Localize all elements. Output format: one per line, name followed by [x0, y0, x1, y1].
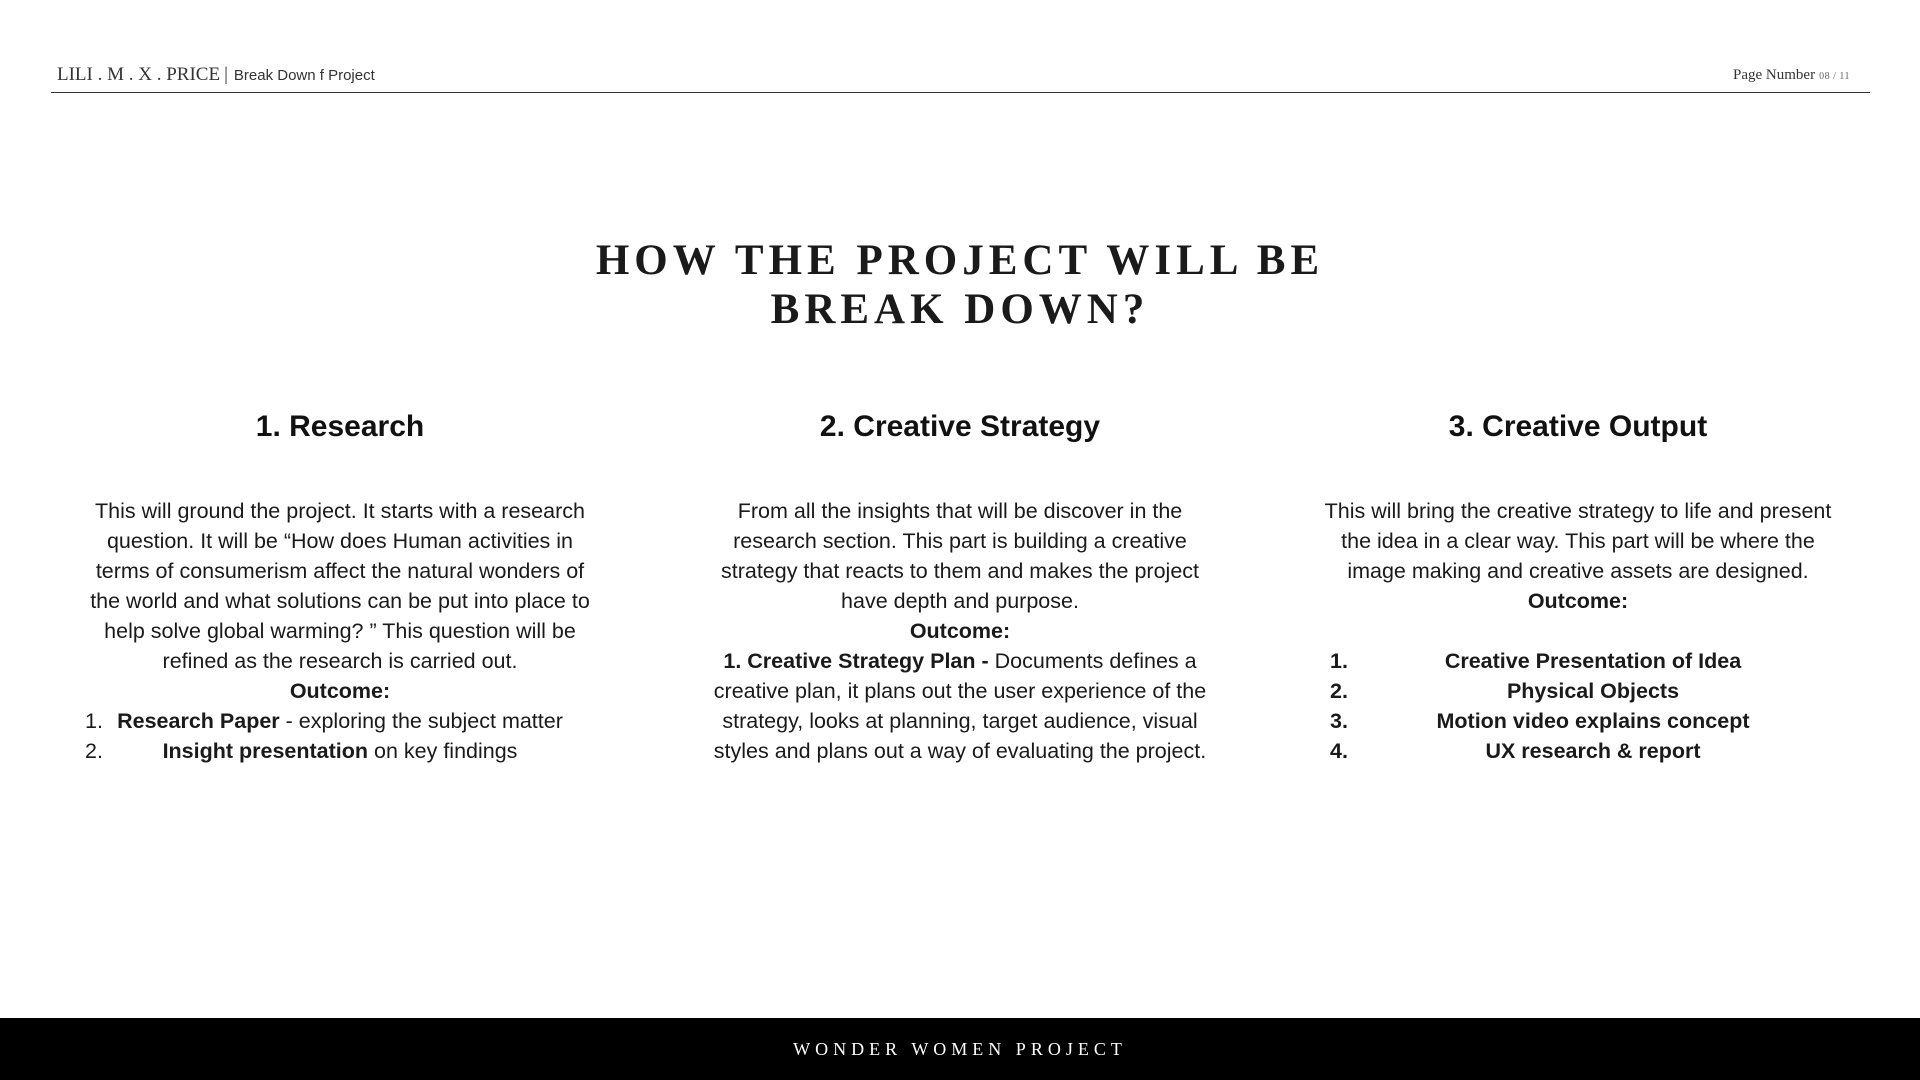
list-number: 3.: [1330, 709, 1348, 733]
page-number: [1733, 67, 1850, 84]
column-paragraph: This will ground the project. It starts with a research question. It will be “How does Human activities in terms of consumerism affect the natural wonders of the world and what solutions can be put into place to help solve global warming? ” This question will be refined as the research is carried out.: [90, 499, 590, 673]
page-footer: [0, 1018, 1920, 1080]
list-item: [1318, 676, 1838, 706]
list-item-text: UX research & report: [1485, 739, 1701, 763]
list-item-text: on key findings: [368, 739, 518, 763]
column-body: [80, 496, 600, 766]
list-number: 1.: [1330, 649, 1348, 673]
footer-label: WONDER WOMEN PROJECT: [793, 1039, 1127, 1059]
strategy-plan-title: 1. Creative Strategy Plan -: [723, 649, 989, 673]
list-item-bold: Research Paper: [117, 709, 280, 733]
column-heading: 3. Creative Output: [1448, 410, 1708, 443]
column-paragraph: This will bring the creative strategy to life and present the idea in a clear way. This part will be where the image making and creative assets are designed.: [1324, 499, 1832, 583]
creative-strategy-column: [700, 407, 1220, 766]
list-number: 2.: [1330, 679, 1348, 703]
brand-separator: |: [224, 64, 228, 85]
list-item-text: - exploring the subject matter: [279, 709, 563, 733]
list-number: 2.: [85, 739, 103, 763]
page-title-line-2: BREAK DOWN?: [770, 286, 1150, 333]
outcome-heading: Outcome:: [909, 619, 1011, 643]
column-body: [1318, 496, 1838, 766]
brand-line: [57, 64, 375, 86]
page-title: [0, 236, 1920, 334]
brand-name: LILI . M . X . PRICE: [57, 64, 221, 85]
list-item: [1318, 736, 1838, 766]
document-subtitle: Break Down f Project: [233, 67, 375, 84]
outcome-heading: Outcome:: [1527, 589, 1629, 613]
column-heading: 2. Creative Strategy: [819, 410, 1101, 443]
outcome-list: [1318, 646, 1838, 766]
list-item-text: Physical Objects: [1506, 679, 1680, 703]
outcome-heading: Outcome:: [289, 679, 391, 703]
outcome-list: [80, 706, 600, 766]
page-number-value: 08 / 11: [1819, 71, 1850, 82]
page-header: [51, 0, 1870, 93]
list-item-text: Motion video explains concept: [1436, 709, 1750, 733]
list-item-text: Creative Presentation of Idea: [1444, 649, 1742, 673]
strategy-plan-item: [700, 646, 1220, 766]
page-number-label: Page Number: [1733, 67, 1816, 83]
page-title-line-1: HOW THE PROJECT WILL BE: [595, 237, 1325, 284]
list-item: [1318, 706, 1838, 736]
list-item: [1318, 646, 1838, 676]
column-heading: 1. Research: [255, 410, 425, 443]
list-item: [80, 706, 600, 736]
research-column: [80, 407, 600, 766]
list-item: [80, 736, 600, 766]
column-paragraph: From all the insights that will be discover in the research section. This part is building a creative strategy that reacts to them and makes the project have depth and purpose.: [720, 499, 1200, 613]
strategy-plan-text: Documents defines a creative plan, it plans out the user experience of the strategy, looks at planning, target audience, visual styles and plans out a way of evaluating the project.: [713, 649, 1207, 763]
list-number: 1.: [85, 709, 103, 733]
list-item-bold: Insight presentation: [162, 739, 369, 763]
list-number: 4.: [1330, 739, 1348, 763]
creative-output-column: [1318, 407, 1838, 766]
column-body: [700, 496, 1220, 766]
